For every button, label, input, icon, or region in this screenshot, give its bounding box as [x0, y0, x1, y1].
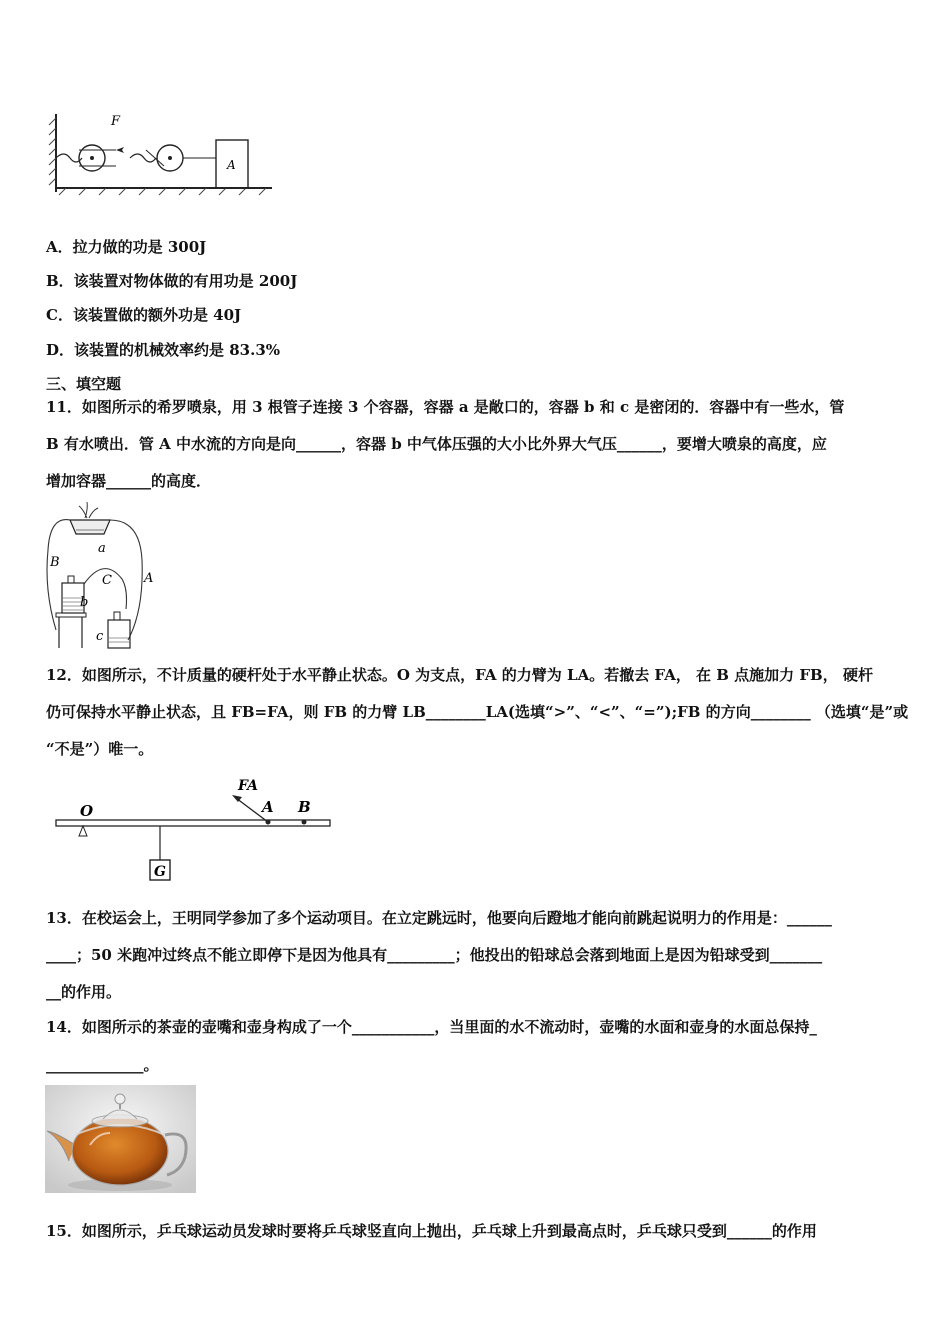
fountain-label-b: b [80, 595, 89, 610]
q15-line-1: 15．如图所示，乒乓球运动员发球时要将乒乓球竖直向上抛出，乒乓球上升到最高点时，乒乓球只受到______的作用 [46, 1222, 817, 1240]
lever-label-FA: FA [238, 778, 258, 794]
pulley-figure [46, 108, 278, 198]
lever-label-A: A [262, 798, 274, 816]
fountain-label-a: a [98, 541, 106, 556]
q11-line-2: B 有水喷出．管 A 中水流的方向是向______，容器 b 中气体压强的大小比外界大气压______，要增大喷泉的高度，应 [46, 435, 827, 453]
lever-label-G: G [154, 864, 166, 880]
option-a: A．拉力做的功是 300J [46, 238, 207, 256]
teapot-photo [45, 1085, 196, 1193]
fountain-figure [40, 500, 160, 650]
block-label: A [227, 158, 236, 172]
q13-line-1: 13．在校运会上，王明同学参加了多个运动项目。在立定跳远时，他要向后蹬地才能向前跳起说明力的作用是：______ [46, 909, 832, 927]
q12-line-2: 仍可保持水平静止状态，且 FB=FA，则 FB 的力臂 LB________LA(选填“>”、“<”、“=”);FB 的方向________ （选填“是”或 [46, 703, 909, 721]
q13-line-2: ____；50 米跑冲过终点不能立即停下是因为他具有_________；他投出的铅球总会落到地面上是因为铅球受到_______ [46, 946, 823, 964]
q13-line-3: __的作用。 [46, 983, 122, 1001]
lever-figure [50, 772, 340, 887]
q12-line-3: “不是”）唯一。 [46, 740, 154, 758]
q11-line-1: 11．如图所示的希罗喷泉，用 3 根管子连接 3 个容器，容器 a 是敞口的，容器 b 和 c 是密闭的．容器中有一些水，管 [46, 398, 845, 416]
q14-line-1: 14．如图所示的茶壶的壶嘴和壶身构成了一个___________，当里面的水不流动时，壶嘴的水面和壶身的水面总保持_ [46, 1018, 817, 1036]
option-c: C．该装置做的额外功是 40J [46, 306, 242, 324]
q11-line-3: 增加容器______的高度． [46, 472, 212, 490]
fountain-label-c: c [96, 629, 104, 644]
q14-line-2: _____________。 [46, 1056, 159, 1074]
lever-label-B: B [298, 798, 311, 816]
section-title: 三、填空题 [46, 375, 122, 393]
force-label: F [111, 114, 121, 129]
option-d: D．该装置的机械效率约是 83.3% [46, 341, 281, 359]
fountain-label-B: B [50, 555, 60, 570]
fountain-label-C: C [102, 573, 112, 588]
lever-label-O: O [80, 802, 94, 820]
option-b: B．该装置对物体做的有用功是 200J [46, 272, 298, 290]
fountain-label-A: A [144, 571, 154, 586]
q12-line-1: 12．如图所示，不计质量的硬杆处于水平静止状态。O 为支点，FA 的力臂为 LA。若撤去 FA， 在 B 点施加力 FB， 硬杆 [46, 666, 873, 684]
